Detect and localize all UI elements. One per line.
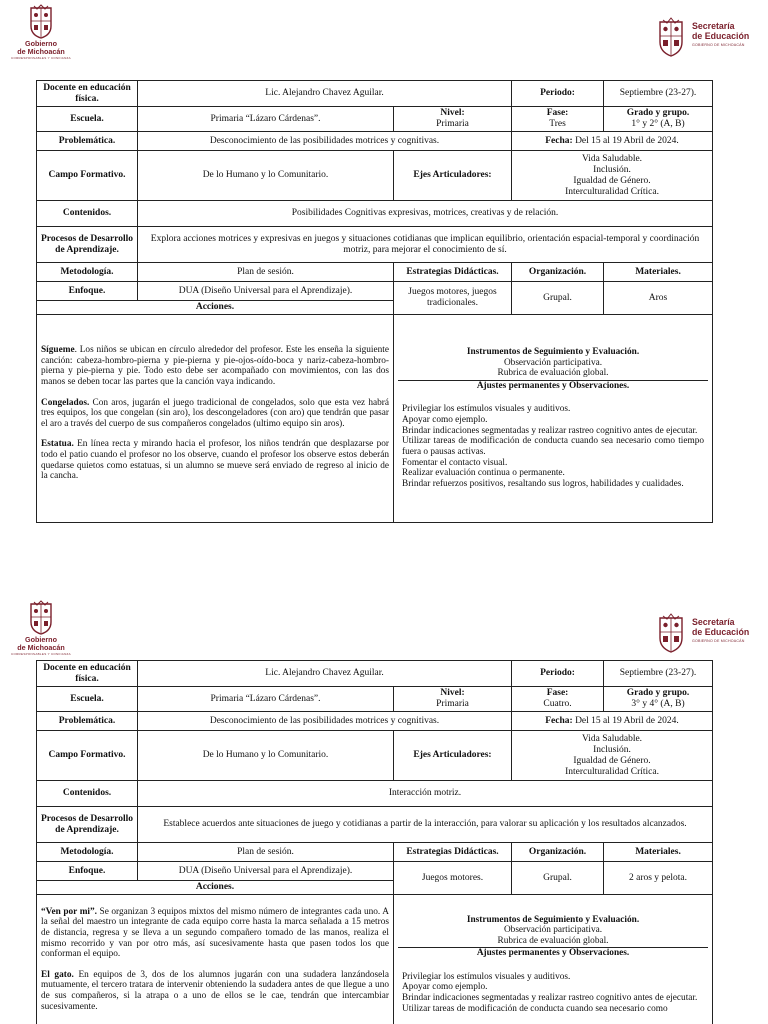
label-periodo: Periodo: (512, 661, 604, 687)
label-escuela: Escuela. (37, 107, 138, 132)
gobierno-michoacan-logo (10, 4, 72, 70)
logo-right-title: Secretaría de Educación (692, 21, 750, 41)
secretaria-educacion-logo (656, 612, 760, 656)
fecha-value: Del 15 al 19 Abril de 2024. (575, 715, 679, 726)
escuela-value: Primaria “Lázaro Cárdenas”. (138, 687, 394, 712)
state-crest-icon (28, 600, 54, 636)
education-crest-icon (656, 612, 686, 654)
education-crest-icon (656, 16, 686, 58)
contenidos-value: Posibilidades Cognitivas expresivas, motrices, creativas y de relación. (138, 201, 713, 227)
docente-value: Lic. Alejandro Chavez Aguilar. (138, 81, 512, 107)
label-metodologia: Metodología. (37, 843, 138, 862)
procesos-value: Establece acuerdos ante situaciones de juego y cotidianas a partir de la interacción, para valorar su aplicación y los resultados alcanzados. (138, 807, 713, 843)
logo-slogan: CORRESPONSABLES Y CONFIANZA (10, 652, 71, 656)
label-docente: Docente en educación física. (37, 81, 138, 107)
gobierno-michoacan-logo (10, 600, 72, 666)
instrumentos-block: Instrumentos de Seguimiento y Evaluación. Observación participativa. Rubrica de evaluación global. (398, 915, 708, 949)
fase-cell: Fase: Tres (512, 107, 604, 132)
label-procesos: Procesos de Desarrollo de Aprendizaje. (37, 807, 138, 843)
accion-paragraph: Sígueme. Los niños se ubican en círculo alrededor del profesor. Este les enseña la siguiente canción: cabeza-hombro-pierna y pie-pierna y pie-ojos-oído-boca y nariz-cabeza-hombro-pierna y pie-pierna y pie. Todo esto debe ser acompañado con movimientos, con las dos manos se deben tocar las partes que la canción vaya indicando. (41, 345, 389, 388)
materiales-value: Aros (604, 282, 713, 315)
nivel-cell: Nivel: Primaria (394, 107, 512, 132)
nivel-value: Primaria (436, 699, 469, 709)
ajustes-list: Privilegiar los estímulos visuales y auditivos. Apoyar como ejemplo. Brindar indicaciones segmentadas y realizar rastreo cognitivo antes de ejecutar. Utilizar tareas de modificación de conducta cuando sea necesario como tiempo fuera o pausas activas. Fomentar el contacto visual. Realizar evaluación continua o permanente. Brindar refuerzos positivos, resaltando sus logros, habilidades y cualidades. (402, 404, 705, 490)
session-plan-table-1 (36, 80, 713, 523)
label-metodologia: Metodología. (37, 263, 138, 282)
fase-cell: Fase: Cuatro. (512, 687, 604, 712)
enfoque-value: DUA (Diseño Universal para el Aprendizaje). (138, 862, 394, 881)
label-campo: Campo Formativo. (37, 731, 138, 781)
logo-title-2: de Michoacán (17, 47, 65, 56)
accion-paragraph: Congelados. Con aros, jugarán el juego tradicional de congelados, solo que esta vez habrá tres equipos, los que congelan (sin aro), los descongeladores (con aro) que tendrán que pasar el aro a través del cuerpo de sus compañeros congelados (ultimo equipo sin aros). (41, 397, 389, 429)
logo-title-1: Gobierno (25, 635, 57, 644)
logo-right-title: Secretaría de Educación (692, 617, 750, 637)
grado-value: 1° y 2° (A, B) (631, 119, 685, 129)
problematica-value: Desconocimiento de las posibilidades motrices y cognitivas. (138, 132, 512, 151)
label-organizacion: Organización. (512, 843, 604, 862)
label-procesos: Procesos de Desarrollo de Aprendizaje. (37, 227, 138, 263)
label-ejes: Ejes Articuladores: (394, 731, 512, 781)
estrategias-value: Juegos motores. (394, 862, 512, 895)
instrumentos-block: Instrumentos de Seguimiento y Evaluación. Observación participativa. Rubrica de evaluación global. (398, 347, 708, 381)
label-contenidos: Contenidos. (37, 781, 138, 807)
nivel-value: Primaria (436, 119, 469, 129)
ejes-list: Vida Saludable. Inclusión. Igualdad de Género. Interculturalidad Crítica. (512, 731, 713, 781)
state-crest-icon (28, 4, 54, 40)
label-ejes: Ejes Articuladores: (394, 151, 512, 201)
label-campo: Campo Formativo. (37, 151, 138, 201)
label-contenidos: Contenidos. (37, 201, 138, 227)
campo-value: De lo Humano y lo Comunitario. (138, 731, 394, 781)
accion-paragraph: El gato. En equipos de 3, dos de los alumnos jugarán con una sudadera lanzándosela mutuamente, el tercero tratara de intervenir obteniendo la sudadera antes de que llegue a uno de sus compañeros, si la atrapa o a uno de ellos se le cae, tendrán que intercambiar sucesivamente. (41, 969, 389, 1012)
escuela-value: Primaria “Lázaro Cárdenas”. (138, 107, 394, 132)
accion-paragraph: “Ven por mi”. Se organizan 3 equipos mixtos del mismo número de integrantes cada uno. A la señal del maestro un integrante de cada equipo corre hasta la marca señalada a 15 metros de distancia, regresa y se lleva a un segundo compañero tomado de las manos, realiza el mismo recorrido y van por otro más, así sucesivamente hasta que pasen todos los que conforman el equipo. (41, 906, 389, 960)
logo-title-1: Gobierno (25, 39, 57, 48)
ajustes-heading: Ajustes permanentes y Observaciones. (476, 948, 630, 959)
evaluacion-cell (394, 315, 713, 523)
campo-value: De lo Humano y lo Comunitario. (138, 151, 394, 201)
grado-value: 3° y 4° (A, B) (631, 699, 685, 709)
acciones-cell (37, 895, 394, 1024)
problematica-value: Desconocimiento de las posibilidades motrices y cognitivas. (138, 712, 512, 731)
grado-cell: Grado y grupo. 3° y 4° (A, B) (604, 687, 713, 712)
plan-page-2 (0, 596, 768, 1024)
organizacion-value: Grupal. (512, 862, 604, 895)
organizacion-value: Grupal. (512, 282, 604, 315)
fase-value: Tres (549, 119, 566, 129)
label-acciones: Acciones. (37, 881, 394, 895)
fecha-cell: Fecha: Del 15 al 19 Abril de 2024. (512, 712, 713, 731)
evaluacion-cell (394, 895, 713, 1024)
label-acciones: Acciones. (37, 301, 394, 315)
contenidos-value: Interacción motriz. (138, 781, 713, 807)
label-estrategias: Estrategias Didácticas. (394, 263, 512, 282)
nivel-cell: Nivel: Primaria (394, 687, 512, 712)
label-enfoque: Enfoque. (37, 282, 138, 301)
acciones-cell (37, 315, 394, 523)
session-plan-table-2 (36, 660, 713, 1024)
ajustes-heading: Ajustes permanentes y Observaciones. (476, 380, 630, 391)
label-docente: Docente en educación física. (37, 661, 138, 687)
logo-right-slogan: GOBIERNO DE MICHOACÁN (692, 43, 745, 47)
label-materiales: Materiales. (604, 263, 713, 282)
metodologia-value: Plan de sesión. (138, 843, 394, 862)
estrategias-value: Juegos motores, juegos tradicionales. (394, 282, 512, 315)
label-estrategias: Estrategias Didácticas. (394, 843, 512, 862)
enfoque-value: DUA (Diseño Universal para el Aprendizaje). (138, 282, 394, 301)
label-enfoque: Enfoque. (37, 862, 138, 881)
fecha-cell: Fecha: Del 15 al 19 Abril de 2024. (512, 132, 713, 151)
accion-paragraph: Estatua. En línea recta y mirando hacia el profesor, los niños tendrán que desplazarse por todo el patio cuando el profesor no los observe, cuando el profesor los observe estos deberán quedarse quietos como estatuas, si un alumno se mueve será enviado de regreso al inicio de la cancha. (41, 439, 389, 482)
ejes-list: Vida Saludable. Inclusión. Igualdad de Género. Interculturalidad Crítica. (512, 151, 713, 201)
logo-title-2: de Michoacán (17, 643, 65, 652)
procesos-value: Explora acciones motrices y expresivas en juegos y situaciones cotidianas que implican equilibrio, orientación espacial-temporal y coordinación motriz, para mejorar el conocimiento de sí. (138, 227, 713, 263)
fecha-value: Del 15 al 19 Abril de 2024. (575, 135, 679, 146)
periodo-value: Septiembre (23-27). (604, 661, 713, 687)
materiales-value: 2 aros y pelota. (604, 862, 713, 895)
label-problematica: Problemática. (37, 712, 138, 731)
periodo-value: Septiembre (23-27). (604, 81, 713, 107)
logo-right-slogan: GOBIERNO DE MICHOACÁN (692, 639, 745, 643)
label-problematica: Problemática. (37, 132, 138, 151)
fase-value: Cuatro. (543, 699, 572, 709)
label-organizacion: Organización. (512, 263, 604, 282)
docente-value: Lic. Alejandro Chavez Aguilar. (138, 661, 512, 687)
metodologia-value: Plan de sesión. (138, 263, 394, 282)
ajustes-list: Privilegiar los estímulos visuales y auditivos. Apoyar como ejemplo. Brindar indicaciones segmentadas y realizar rastreo cognitivo antes de ejecutar. Utilizar tareas de modificación de conducta cuando sea necesario como (402, 971, 698, 1014)
label-materiales: Materiales. (604, 843, 713, 862)
label-escuela: Escuela. (37, 687, 138, 712)
grado-cell: Grado y grupo. 1° y 2° (A, B) (604, 107, 713, 132)
logo-slogan: CORRESPONSABLES Y CONFIANZA (10, 56, 71, 60)
label-periodo: Periodo: (512, 81, 604, 107)
secretaria-educacion-logo (656, 16, 760, 60)
